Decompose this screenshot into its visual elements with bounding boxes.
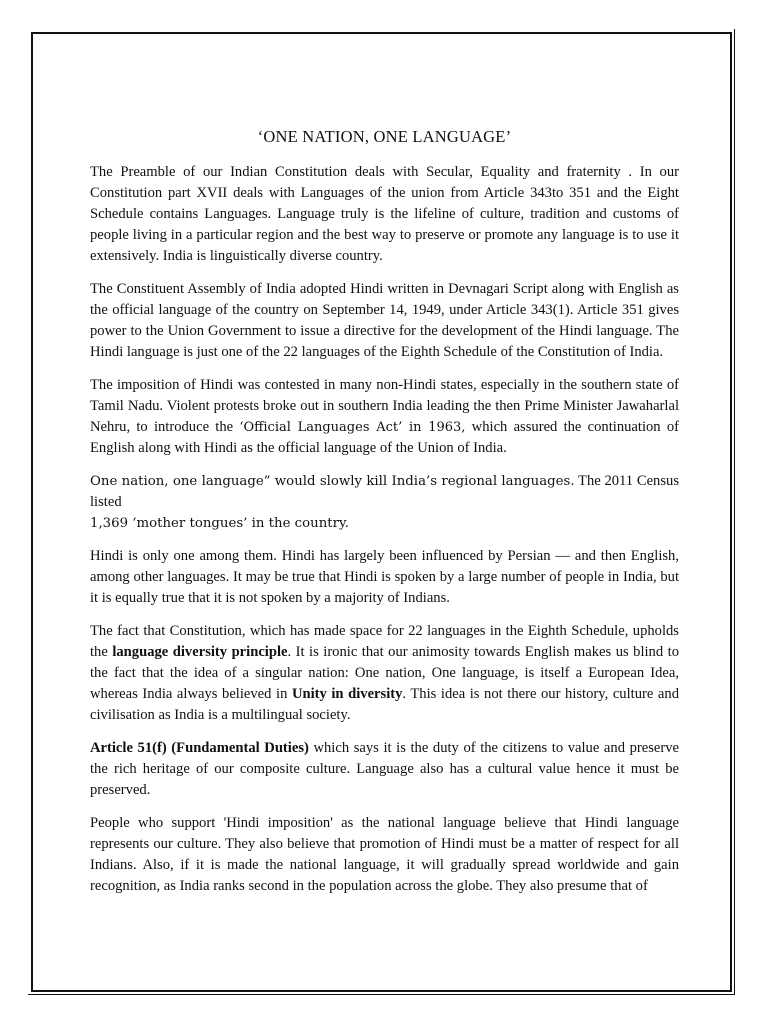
paragraph-text: One nation, one language” would slowly kill India’s regional languages. bbox=[90, 474, 575, 489]
paragraph-one-nation bbox=[90, 471, 679, 534]
paragraph-text: which assured the continuation of English along with Hindi as the official language of the Union of India. bbox=[90, 419, 679, 456]
paragraph-constituent-assembly: The Constituent Assembly of India adopted Hindi written in Devnagari Script along with English as the official language of the country on September 14, 1949, under Article 343(1). Article 351 gives power to the Union Government to issue a directive for the development of the Hindi language. The Hindi language is just one of the 22 languages of the Eighth Schedule of the Constitution of India. bbox=[90, 281, 679, 360]
paragraph-text: The 2011 Census listed bbox=[90, 473, 679, 510]
document-body bbox=[90, 126, 679, 909]
paragraph-hindi-influence: Hindi is only one among them. Hindi has largely been influenced by Persian — and then English, among other languages. It may be true that Hindi is spoken by a large number of people in India, but it is equally true that it is not spoken by a majority of Indians. bbox=[90, 548, 679, 606]
paragraph-diversity bbox=[90, 621, 679, 726]
paragraph-text: . It is ironic that our animosity towards English makes us blind to the fact that the idea of a singular nation: One nation, One language, is itself a European Idea, whereas India always believed in bbox=[90, 644, 679, 702]
paragraph-preamble: The Preamble of our Indian Constitution deals with Secular, Equality and fraternity . In our Constitution part XVII deals with Languages of the union from Article 343to 351 and the Eight Schedule contains Languages. Language truly is the lifeline of culture, tradition and customs of people living in a particular region and the best way to preserve or promote any language is to use it extensively. India is linguistically diverse country. bbox=[90, 164, 679, 264]
paragraph-text: The fact that Constitution, which has made space for 22 languages in the Eighth Schedule, upholds the bbox=[90, 623, 679, 660]
official-languages-act: ‘Official Languages Act’ in 1963, bbox=[239, 420, 466, 435]
document-title: ‘ONE NATION, ONE LANGUAGE’ bbox=[257, 127, 512, 146]
paragraph-text: . This idea is not there our history, culture and civilisation as India is a multilingual society. bbox=[90, 686, 679, 723]
bold-text: language diversity principle bbox=[112, 644, 288, 660]
paragraph-article-51f bbox=[90, 738, 679, 801]
paragraph-hindi-imposition bbox=[90, 375, 679, 459]
bold-text: Article 51(f) (Fundamental Duties) bbox=[90, 740, 309, 756]
bold-text: Unity in diversity bbox=[291, 686, 403, 702]
paragraph-text: The imposition of Hindi was contested in many non-Hindi states, especially in the southern state of Tamil Nadu. Violent protests broke out in southern India leading the then Prime Minister Jawaharlal Nehru, to introduce the bbox=[90, 377, 679, 435]
paragraph-text: 1,369 ‘mother tongues’ in the country. bbox=[90, 516, 349, 531]
paragraph-supporters: People who support 'Hindi imposition' as the national language believe that Hindi language represents our culture. They also believe that promotion of Hindi must be a matter of respect for all Indians. Also, if it is made the national language, it will gradually spread worldwide and gain recognition, as India ranks second in the population across the globe. They also presume that of bbox=[90, 815, 679, 894]
paragraph-text: which says it is the duty of the citizens to value and preserve the rich heritage of our composite culture. Language also has a cultural value hence it must be preserved. bbox=[90, 740, 680, 798]
